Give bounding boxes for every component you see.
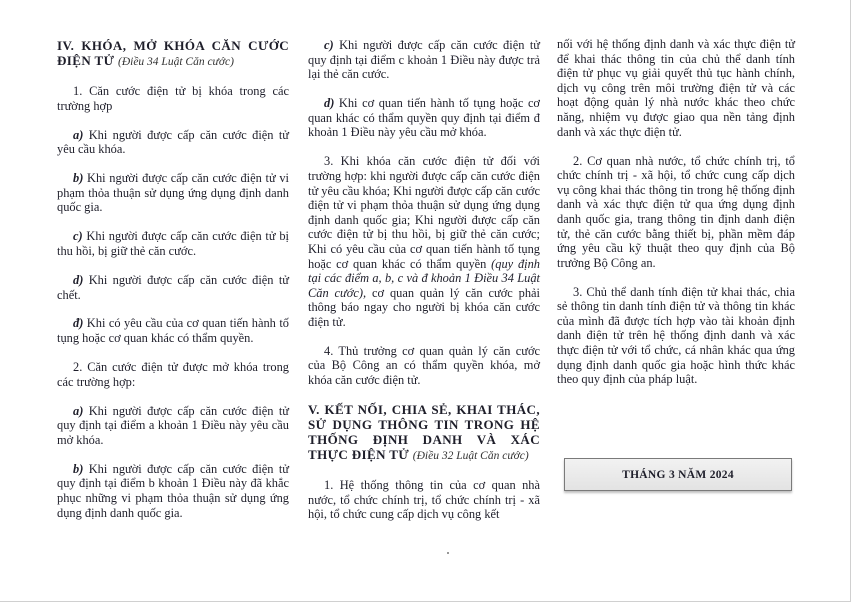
section-v-title: V. KẾT NỐI, CHIA SẺ, KHAI THÁC, SỬ DỤNG THÔNG TIN TRONG HỆ THỐNG ĐỊNH DANH VÀ XÁC THỰC ĐIỆN TỬ xyxy=(308,402,540,463)
item-label: đ) xyxy=(73,316,84,331)
item-unlock-d xyxy=(308,96,540,140)
item-label: b) xyxy=(73,461,84,476)
paragraph-text: cơ quan quản lý căn cước phải thông báo ngay cho người bị khóa căn cước điện tử. xyxy=(308,285,540,329)
paragraph-3-notification xyxy=(308,154,540,329)
item-label: c) xyxy=(324,38,334,52)
paragraph-lock-cases: 1. Căn cước điện tử bị khóa trong các trường hợp xyxy=(57,84,289,113)
column-1 xyxy=(57,38,289,535)
section-iv-title: IV. KHÓA, MỞ KHÓA CĂN CƯỚC ĐIỆN TỬ xyxy=(57,38,289,68)
item-label: d) xyxy=(73,272,84,287)
paragraph-unlock-cases: 2. Căn cước điện tử được mở khóa trong các trường hợp: xyxy=(57,360,289,389)
paragraph-v-3: 3. Chủ thể danh tính điện tử khai thác, chia sẻ thông tin danh tính điện tử và thông tin khác của mình đã được tích hợp vào tài khoản định danh điện tử trên hệ thống định danh và xác thực điện tử với tổ chức, cá nhân khác qua ứng dụng định danh quốc gia hoặc hình thức khác theo quy định của pháp luật. xyxy=(557,284,795,387)
item-lock-dd xyxy=(57,316,289,345)
item-label: d) xyxy=(324,96,335,111)
item-unlock-a xyxy=(57,404,289,448)
item-text: Khi người được cấp căn cước điện tử quy định tại điểm a khoản 1 Điều này yêu cầu mở khóa. xyxy=(57,403,289,447)
item-lock-b xyxy=(57,171,289,215)
paragraph-v-1-continued: nối với hệ thống định danh và xác thực điện tử để khai thác thông tin của chủ thể danh tính điện tử phục vụ giải quyết thủ tục hành chính, dịch vụ công trên môi trường điện tử và các hoạt động quản lý nhà nước khác theo chức năng, nhiệm vụ được giao qua nền tảng định danh và xác thực điện tử. xyxy=(557,37,795,139)
item-lock-c xyxy=(57,229,289,258)
item-text: Khi người được cấp căn cước điện tử chết. xyxy=(57,272,289,302)
column-3 xyxy=(557,37,795,401)
item-label: c) xyxy=(73,229,83,244)
date-banner xyxy=(564,458,792,491)
item-text: Khi người được cấp căn cước điện tử vi phạm thỏa thuận sử dụng ứng dụng định danh quốc gia. xyxy=(57,171,289,215)
item-lock-a xyxy=(57,128,289,157)
item-label: b) xyxy=(73,171,84,186)
paragraph-v-1: 1. Hệ thống thông tin của cơ quan nhà nước, tổ chức chính trị, tổ chức chính trị - xã hội, tổ chức cung cấp dịch vụ công kết xyxy=(308,478,540,522)
item-label: a) xyxy=(73,127,84,142)
item-unlock-b xyxy=(57,462,289,520)
section-v-heading xyxy=(308,402,540,464)
column-2 xyxy=(308,38,540,536)
section-v-reference: (Điều 32 Luật Căn cước) xyxy=(412,450,529,463)
item-unlock-c xyxy=(308,38,540,82)
date-label: THÁNG 3 NĂM 2024 xyxy=(622,468,734,481)
paragraph-text: 3. Khi khóa căn cước điện tử đối với trường hợp: khi người được cấp căn cước điện tử yêu cầu khóa; Khi người được cấp căn cước điện tử vi phạm thỏa thuận sử dụng ứng dụng định danh quốc gia; Khi người được cấp căn cước điện tử bị thu hồi, bị giữ thẻ căn cước; Khi có yêu cầu của cơ quan tiến hành tố tụng hoặc cơ quan khác có thẩm quyền xyxy=(308,154,540,271)
section-iv-heading xyxy=(57,38,289,70)
item-text: Khi có yêu cầu của cơ quan tiến hành tố tụng hoặc cơ quan khác có thẩm quyền. xyxy=(57,316,289,346)
paragraph-v-2: 2. Cơ quan nhà nước, tổ chức chính trị, tổ chức chính trị - xã hội, tổ chức cung cấp dịch vụ công khai thác thông tin trong hệ thống định danh và xác thực điện tử qua ứng dụng định danh quốc gia, trang thông tin định danh điện tử, thẻ căn cước bằng thiết bị, phần mềm đáp ứng yêu cầu kỹ thuật theo quy định của Bộ trưởng Bộ Công an. xyxy=(557,153,795,270)
item-text: Khi người được cấp căn cước điện tử quy định tại điểm c khoản 1 Điều này được trả lại thẻ căn cước. xyxy=(308,38,540,82)
item-text: Khi cơ quan tiến hành tố tụng hoặc cơ quan khác có thẩm quyền quy định tại điểm đ khoản 1 Điều này yêu cầu mở khóa. xyxy=(308,96,540,140)
item-text: Khi người được cấp căn cước điện tử bị thu hồi, bị giữ thẻ căn cước. xyxy=(57,229,289,258)
item-lock-d xyxy=(57,273,289,302)
paragraph-reference: (quy định tại các điểm a, b, c và đ khoản 1 Điều 34 Luật Căn cước), xyxy=(308,256,540,300)
item-text: Khi người được cấp căn cước điện tử yêu cầu khóa. xyxy=(57,127,289,157)
item-text: Khi người được cấp căn cước điện tử quy định tại điểm b khoản 1 Điều này đã khắc phục những vi phạm thỏa thuận sử dụng ứng dụng định danh quốc gia. xyxy=(57,461,289,520)
paragraph-4-authority: 4. Thủ trưởng cơ quan quản lý căn cước của Bộ Công an có thẩm quyền khóa, mở khóa căn cước điện tử. xyxy=(308,343,540,388)
scan-dot xyxy=(447,552,449,554)
item-label: a) xyxy=(73,403,84,418)
section-iv-reference: (Điều 34 Luật Căn cước) xyxy=(118,56,234,68)
